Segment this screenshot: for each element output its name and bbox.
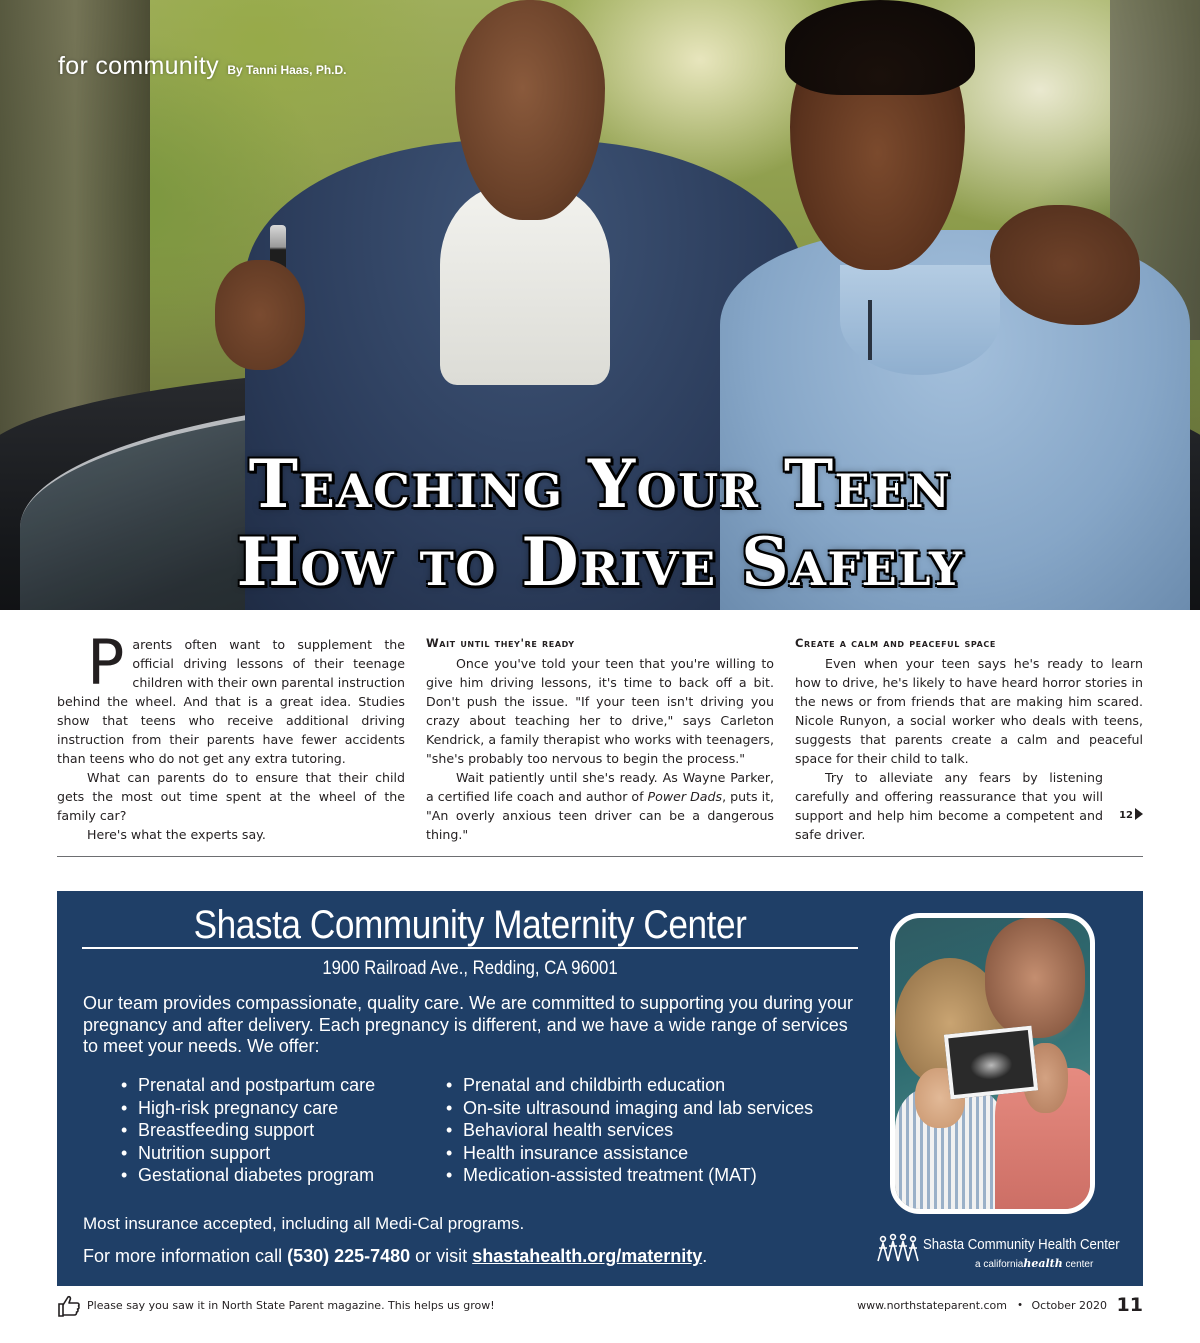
ad-address: 1900 Railroad Ave., Redding, CA 96001 (322, 958, 618, 979)
ad-title-underline (82, 947, 858, 949)
column3-heading: Create a calm and peaceful space (795, 636, 996, 650)
phone-link[interactable]: (530) 225-7480 (287, 1246, 411, 1266)
ad-title: Shasta Community Maternity Center (193, 903, 747, 947)
list-item: • Medication-assisted treatment (MAT) (441, 1164, 813, 1187)
couple-ultrasound-photo (890, 913, 1095, 1214)
thumbs-up-icon (57, 1294, 81, 1318)
column1-paragraph-1: arents often want to supplement the official driving lessons of their teenage children with their own parental instruction behind the wheel. And that is a great idea. Studies show that teens who receive additional driving instruction from their parents have fewer accidents than teens who do not get any extra tutoring. (57, 637, 405, 766)
section-kicker (58, 52, 346, 81)
teen-zipper (868, 300, 872, 360)
column2-heading: Wait until they're ready (426, 636, 575, 650)
column3-paragraph-1: Even when your teen says he's ready to learn how to drive, he's likely to have heard horror stories in the news or from friends that are making him scared. Nicole Runyon, a social worker who deals with teens, suggests that parents create a calm and peaceful space for their child to talk. (795, 656, 1143, 766)
list-item: • Prenatal and postpartum care (116, 1074, 375, 1097)
continued-page: 12 (1119, 810, 1133, 821)
section-divider (57, 856, 1143, 857)
ad-intro: Our team provides compassionate, quality care. We are committed to supporting you during your pregnancy and after delivery. Each pregnancy is different, and we have a wide range of services to meet your needs. We offer: (83, 993, 854, 1056)
article-column-3 (795, 635, 1143, 842)
logo-sub-prefix: a california (975, 1259, 1024, 1270)
father-hand (215, 260, 305, 370)
footer-separator: • (1018, 1299, 1022, 1311)
article-column-1 (57, 626, 405, 844)
column2-paragraph-2 (426, 768, 774, 844)
continued-marker[interactable] (1119, 806, 1143, 825)
list-item: • High-risk pregnancy care (116, 1097, 375, 1120)
section-label: for community (58, 52, 219, 80)
column1-paragraph-3: Here's what the experts say. (87, 827, 266, 842)
byline: By Tanni Haas, Ph.D. (227, 63, 347, 77)
contact-suffix: . (702, 1246, 708, 1266)
column3-paragraph-2: Try to alleviate any fears by listening carefully and offering reassurance that you will support and help him become a competent and safe driver. (795, 770, 1103, 842)
health-center-logo (877, 1233, 1120, 1273)
headline-line-1: Teaching Your Teen (248, 445, 952, 523)
insurance-note: Most insurance accepted, including all Medi-Cal programs. (83, 1214, 525, 1233)
contact-prefix: For more information call (83, 1246, 288, 1266)
services-list-right (441, 1074, 813, 1187)
page-footer (57, 1294, 1143, 1320)
list-item: • On-site ultrasound imaging and lab services (441, 1097, 813, 1120)
headline-line-2: How to Drive Safely (236, 523, 964, 601)
column2-paragraph-2-text: Wait patiently until she's ready. As Wayne Parker, a certified life coach and author of (426, 770, 774, 804)
list-item: • Behavioral health services (441, 1119, 813, 1142)
footer-note: Please say you saw it in North State Parent magazine. This helps us grow! (87, 1299, 495, 1312)
issue-date: October 2020 (1031, 1299, 1107, 1312)
people-logo-icon (877, 1233, 919, 1263)
list-item: • Health insurance assistance (441, 1142, 813, 1165)
services-list-left (116, 1074, 375, 1187)
article-column-2 (426, 635, 774, 844)
article-headline (0, 445, 1200, 601)
list-item: • Nutrition support (116, 1142, 375, 1165)
book-title: Power Dads (647, 789, 723, 804)
logo-name: Shasta Community Health Center (923, 1236, 1120, 1253)
teen-collar (840, 265, 1000, 375)
ultrasound-image (944, 1026, 1038, 1100)
logo-sub-em: health (1023, 1257, 1063, 1270)
page-number: 11 (1116, 1294, 1143, 1316)
drop-cap: P (87, 626, 125, 699)
logo-sub-suffix: center (1062, 1259, 1094, 1270)
contact-middle: or visit (410, 1246, 473, 1266)
list-item: • Breastfeeding support (116, 1119, 375, 1142)
continue-arrow-icon (1135, 808, 1143, 820)
list-item: • Gestational diabetes program (116, 1164, 375, 1187)
contact-line (83, 1246, 707, 1267)
hero-photo (0, 0, 1200, 610)
maternity-center-ad (57, 891, 1143, 1286)
footer-website-link[interactable]: www.northstateparent.com (857, 1299, 1007, 1312)
column2-paragraph-1: Once you've told your teen that you're willing to give him driving lessons, it's time to back off a bit. Don't push the issue. "If your teen isn't driving you crazy about teaching her to drive," says Carleton Kendrick, a family therapist who works with teenagers, "she's probably too nervous to begin the process." (426, 656, 774, 766)
column1-paragraph-2: What can parents do to ensure that their child gets the most out time spent at the wheel of the family car? (57, 770, 405, 823)
man-head (985, 918, 1085, 1038)
column2-paragraph-2-tail: , puts it, "An overly anxious teen driver can be a dangerous thing." (426, 789, 775, 842)
list-item: • Prenatal and childbirth education (441, 1074, 813, 1097)
teen-hair (785, 0, 975, 95)
website-link[interactable]: shastahealth.org/maternity (472, 1246, 703, 1266)
logo-tagline (975, 1257, 1093, 1270)
